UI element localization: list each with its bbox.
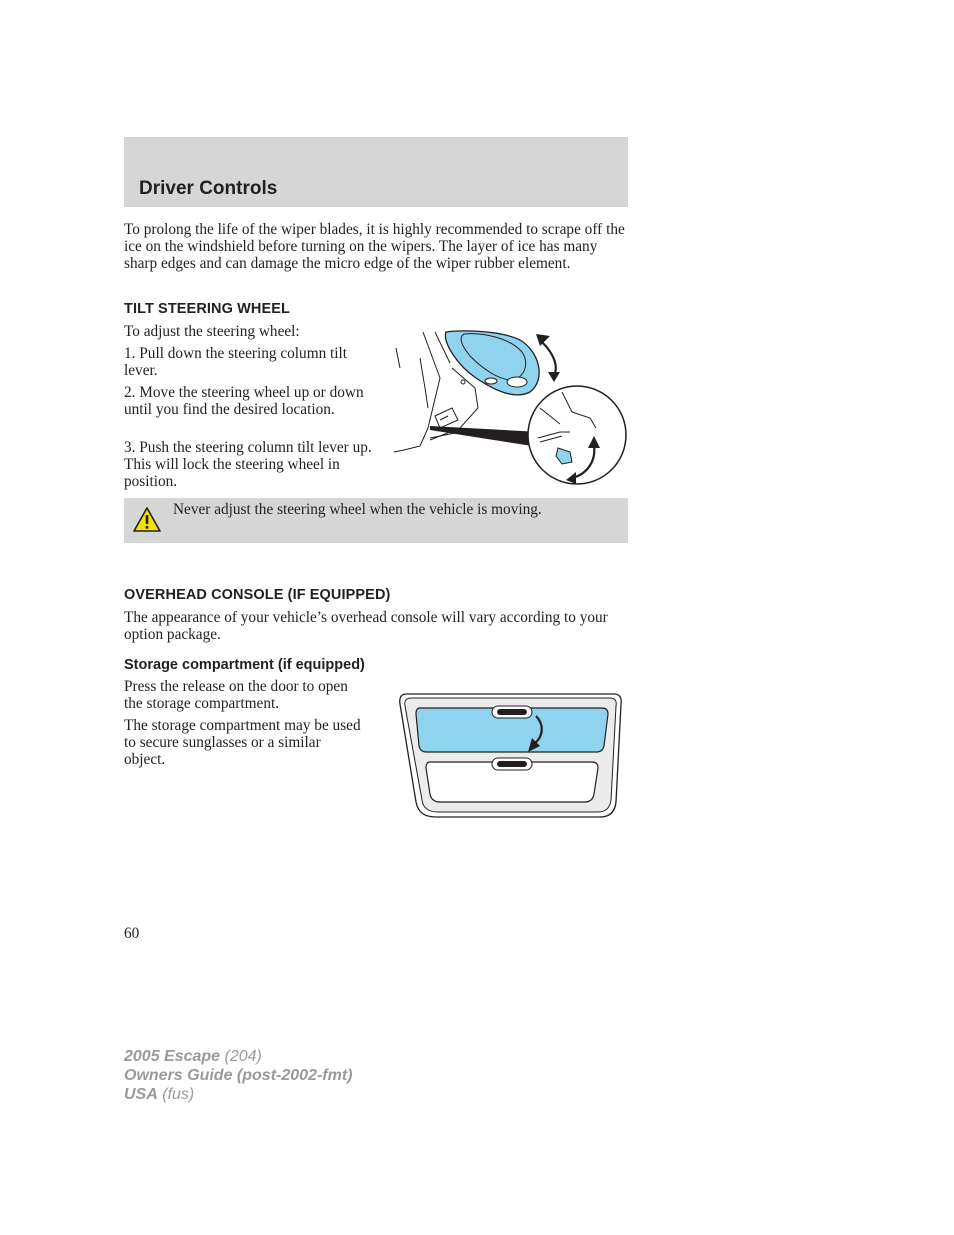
steering-wheel-shape [445,331,539,395]
tilt-step-3: 3. Push the steering column tilt lever up. This will lock the steering wheel in position. [124,439,372,490]
footer-model: 2005 Escape [124,1048,221,1065]
footer-guide: Owners Guide (post-2002-fmt) [124,1067,353,1084]
storage-paragraph-2: The storage compartment may be used to secure sunglasses or a similar object. [124,717,361,768]
tilt-steering-heading: TILT STEERING WHEEL [124,301,290,317]
section-title: Driver Controls [139,178,278,199]
page-number: 60 [124,925,140,942]
callout-pointer [430,426,540,446]
document-footer [124,1047,352,1104]
lever-detail-inset [528,386,626,484]
storage-compartment-heading: Storage compartment (if equipped) [124,657,365,673]
warning-text: Never adjust the steering wheel when the vehicle is moving. [173,501,542,518]
warning-triangle-icon [132,506,162,533]
storage-paragraph-1: Press the release on the door to open the storage compartment. [124,678,348,712]
tilt-step-2: 2. Move the steering wheel up or down until you find the desired location. [124,384,364,418]
tilt-step-1: 1. Pull down the steering column tilt lever. [124,345,348,379]
overhead-console-illustration [396,690,626,822]
overhead-console-heading: OVERHEAD CONSOLE (IF EQUIPPED) [124,587,391,603]
overhead-console-text: The appearance of your vehicle’s overhead console will vary according to your option package. [124,609,608,643]
footer-market-code: (fus) [157,1086,195,1103]
tilt-lead-text: To adjust the steering wheel: [124,323,300,340]
footer-market: USA [124,1086,158,1103]
intro-paragraph: To prolong the life of the wiper blades, it is highly recommended to scrape off the ice on the windshield before turning on the wipers. The layer of ice has many sharp edges and can damage the micro edge of the wiper rubber element. [124,221,625,272]
tilt-steering-illustration [390,328,630,488]
footer-model-code: (204) [220,1048,262,1065]
